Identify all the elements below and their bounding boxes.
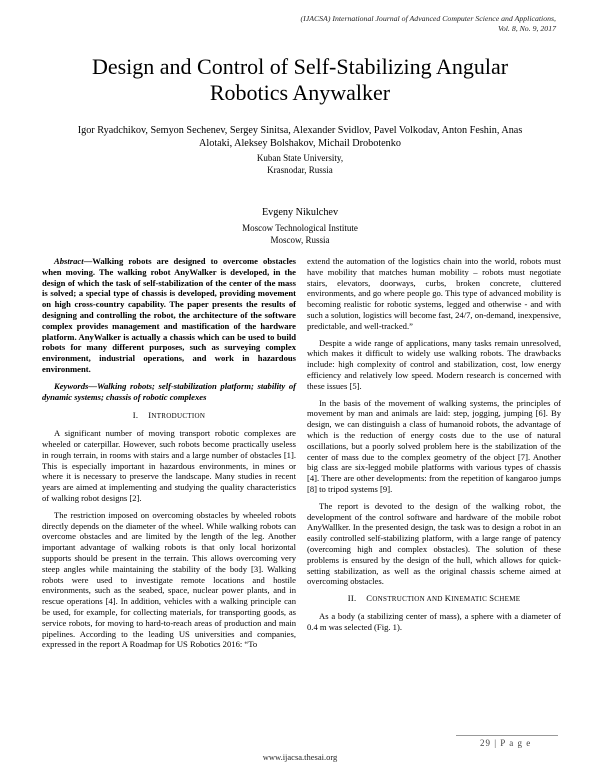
abstract-text: —Walking robots are designed to overcome obstacles when moving. The walking robot AnyWalker is developed, in the design of which the task of self-stabilization of the center of the mass is solved; a special type of chassis is developed, providing movement on high cross-country capability. The paper presents the results of designing and controlling the robot, the architecture of the software complex provides management and mastification of the hardware platform. AnyWalker is actually a chassis which can be used to build robots for many different purposes, such as surveying complex environment, industrial operations, and work in hazardous environment. <box>42 256 296 374</box>
section-title-rest: NTRODUCTION <box>151 412 206 421</box>
author-list <box>52 124 548 150</box>
paper-title <box>40 54 560 106</box>
author-nikulchev: Evgeny Nikulchev <box>261 207 339 218</box>
footer-divider <box>456 735 558 736</box>
right-column <box>307 256 561 639</box>
intro-paragraph-2-cont: extend the automation of the logistics chain into the world, robots must have mobility that matches human mobility – robots must negotiate stairs, elevators, doorways, curbs, broken concrete, cluttered environments, and go where people go. This type of advanced mobility is becoming realistic for robotic systems, legged and otherwise - and with such a solution, logistics will become fast, 24/7, on-demand, inexpensive, predictable, and well-tracked.” <box>307 256 561 331</box>
section2-cap-s: S <box>489 593 495 604</box>
construction-paragraph-1: As a body (a stabilizing center of mass), a sphere with a diameter of 0.4 m was selected (Fig. 1). <box>307 610 561 632</box>
section2-number: II. <box>347 593 357 604</box>
journal-url: www.ijacsa.thesai.org <box>262 752 338 762</box>
section-title-first: I <box>148 410 152 421</box>
section-heading-construction <box>307 593 561 605</box>
intro-paragraph-3: Despite a wide range of applications, many tasks remain unresolved, which makes it difficult to widely use walking robots. The drawbacks include: high complexity of control and stabilization, cost, low energy efficiency and relatively low speed. Modern research is concerned with these issues [5]. <box>307 337 561 391</box>
intro-paragraph-2: The restriction imposed on overcoming obstacles by wheeled robots directly depends on the diameter of the wheel. While walking robots can overcome obstacles and are limited by the length of the leg. Another important advantage of walking robots is that only local horizontal supports should be present in the terrain. This allows overcoming very steep angles while maintaining the stability of the body [3]. Walking robots were used to investigate remote locations and hostile environments, such as the seabed, space, nuclear power plants, and in rescue operations [4]. In addition, vehicles with a walking principle can be used, for example, for collecting materials, for transporting goods, as service robots, for moving to hard-to-reach areas of production and main pipelines. According to the leading US universities and companies, expressed in the report A Roadmap for US Robotics 2016: “To <box>42 509 296 650</box>
section-heading-introduction <box>42 410 296 422</box>
journal-header <box>196 14 556 34</box>
intro-paragraph-4: In the basis of the movement of walking systems, the principles of movement by man and animals are laid: step, jogging, jumping [6]. By design, we can distinguish a class of humanoid robots, the advantage of which is the reduction of energy costs due to the use of natural oscillations, but a poorly solved problem here is the stabilization of the center of mass due to the complex geometry of the object [7]. Another big class are six-legged mobile platforms with various types of chassis [4]. There are other developments: from the repetition of kangaroo jumps [8] to tripod systems [9]. <box>307 397 561 494</box>
abstract <box>42 256 296 375</box>
affiliation-moscow-city: Moscow, Russia <box>270 235 330 245</box>
title-line1: Design and Control of Self-Stabilizing Angular <box>91 54 509 79</box>
section2-cap-k: K <box>444 593 452 604</box>
abstract-lead: Abstract <box>54 256 84 266</box>
journal-header-line1: (IJACSA) International Journal of Advanced Computer Science and Applications, <box>300 14 556 23</box>
affiliation-moscow <box>150 222 450 246</box>
affiliation-kuban <box>150 152 450 176</box>
section2-part-b: ONSTRUCTION AND <box>372 595 445 604</box>
author-line2: Alotaki, Aleksey Bolshakov, Michail Drobotenko <box>199 138 401 149</box>
affiliation-kuban-city: Krasnodar, Russia <box>267 165 333 175</box>
keywords: Keywords—Walking robots; self-stabilization platform; stability of dynamic systems; chassis of robotic complexes <box>42 380 296 402</box>
intro-paragraph-5: The report is devoted to the design of the walking robot, the development of the control software and hardware of the mobile robot AnyWallker. In the presented design, the task was to design a robot in an easily controlled self-stabilizing platform, with a large range of patency (overcoming high and complex obstacles). The solution of these problems is ensured by the design of the hull, which allows for quick-setting stabilization, as well as the original chassis scheme aimed at overcoming obstacles. <box>307 500 561 587</box>
left-column <box>42 256 296 656</box>
author-line1: Igor Ryadchikov, Semyon Sechenev, Sergey Sinitsa, Alexander Svidlov, Pavel Volkodav, Anton Feshin, Anas <box>77 125 523 136</box>
intro-paragraph-1: A significant number of moving transport robotic complexes are wheeled or caterpillar. However, such robots become practically useless in rough terrain, in rooms with stairs and a large number of obstacles [1]. This is especially important in hazardous environments, in mines or where it is necessary to preserve the landscape. Many studies in recent years are aimed at implementing and studying the quality characteristics of walking robot designs [2]. <box>42 428 296 503</box>
section2-cap-c: C <box>366 593 373 604</box>
affiliation-moscow-name: Moscow Technological Institute <box>242 223 358 233</box>
section2-part-d: INEMATIC <box>451 595 490 604</box>
affiliation-kuban-name: Kuban State University, <box>256 153 344 163</box>
section-number: I. <box>132 410 139 421</box>
section2-part-f: CHEME <box>494 595 521 604</box>
page-number: 29 | P a g e <box>480 738 532 748</box>
title-line2: Robotics Anywalker <box>209 80 391 105</box>
journal-header-line2: Vol. 8, No. 9, 2017 <box>497 24 556 33</box>
